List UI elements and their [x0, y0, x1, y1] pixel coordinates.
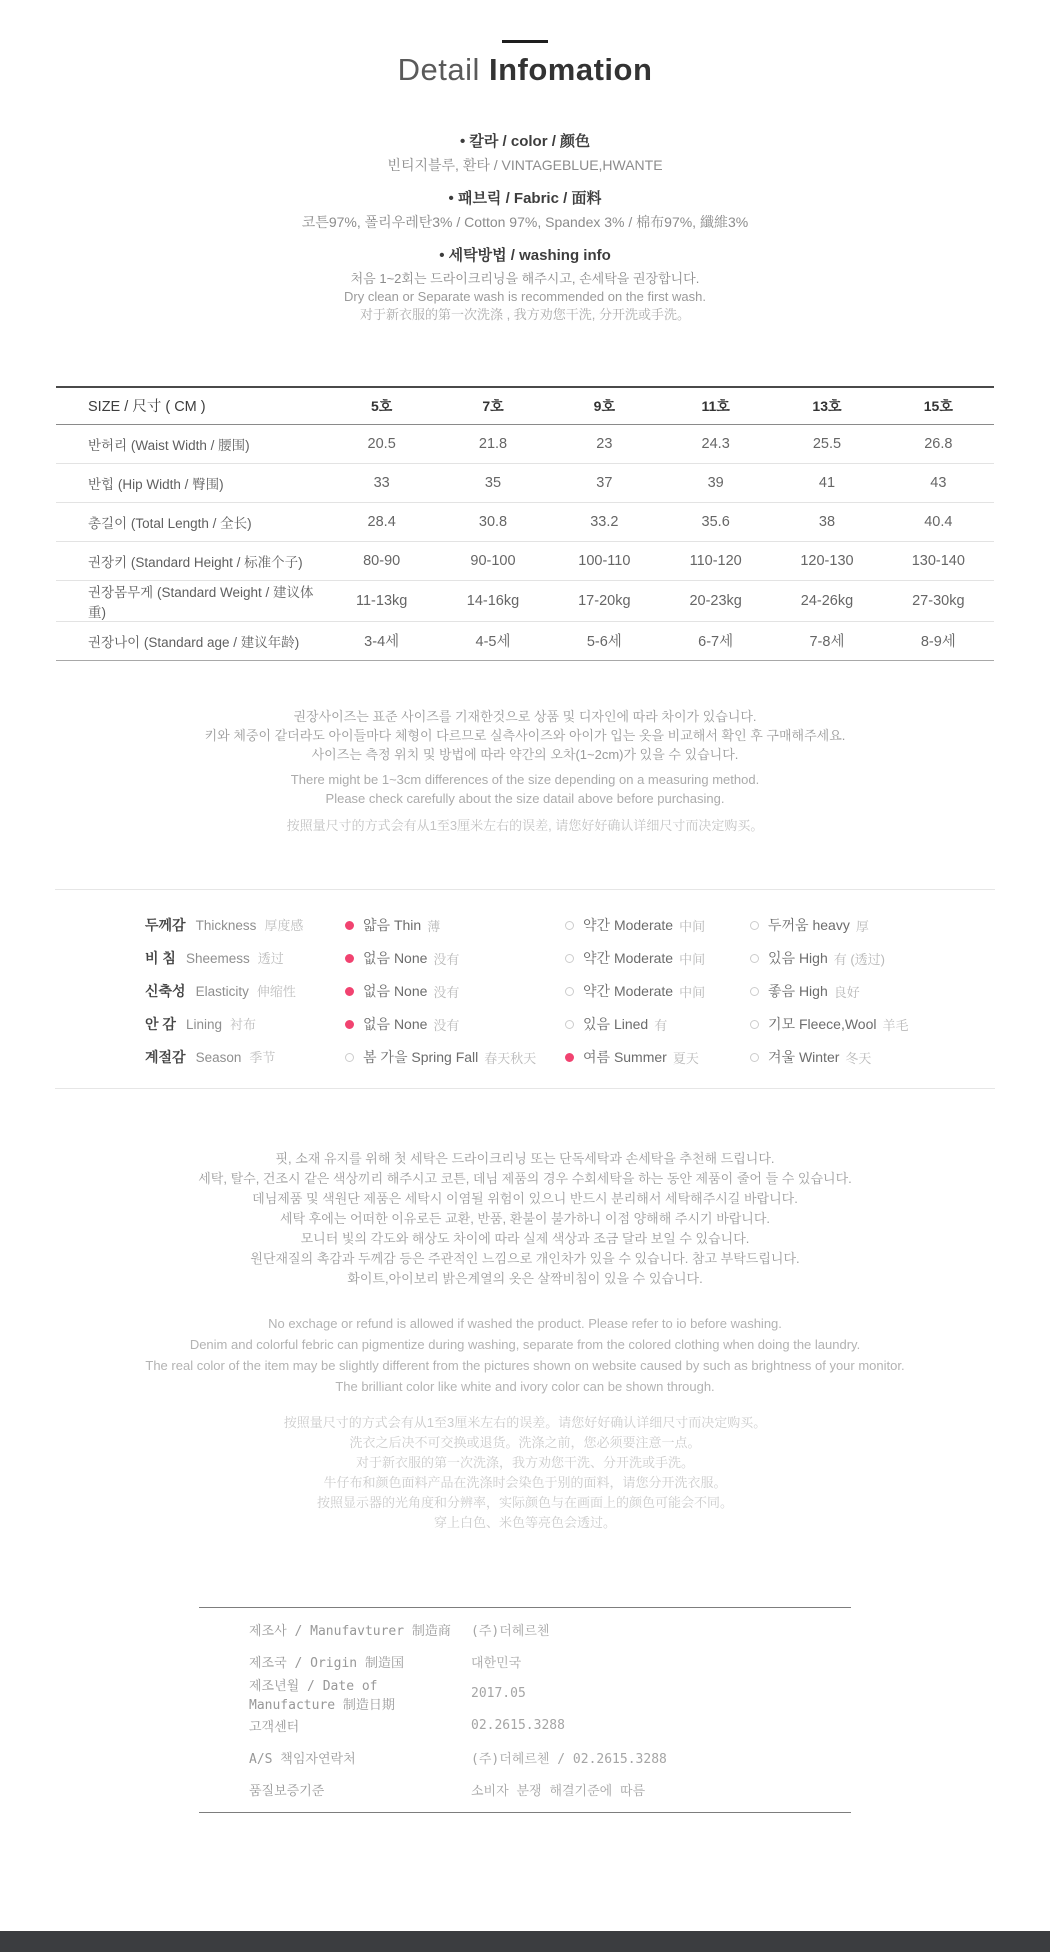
manufacturer-value: 대한민국	[471, 1656, 522, 1671]
attribute-option	[565, 1047, 750, 1067]
option-label-zh: 中间	[679, 951, 706, 967]
attribute-label-ko: 계절감	[145, 1049, 186, 1065]
attribute-option	[345, 1047, 565, 1067]
attribute-option	[750, 981, 1050, 1001]
attribute-option	[750, 1014, 1050, 1034]
manufacturer-value: 소비자 분쟁 해결기준에 따름	[471, 1784, 646, 1799]
size-cell: 33.2	[590, 513, 619, 530]
care-note-line: 穿上白色、米色等亮色会透过。	[433, 1514, 616, 1530]
attribute-option	[750, 915, 1050, 935]
manufacturer-value: (주)더헤르첸 / 02.2615.3288	[471, 1752, 667, 1767]
attribute-label-en: Sheemess	[185, 951, 250, 966]
radio-indicator	[565, 921, 574, 930]
size-cell: 7-8세	[809, 634, 845, 650]
size-cell: 41	[818, 474, 836, 491]
care-note-line: 洗衣之后决不可交换或退货。洗涤之前，您必须要注意一点。	[349, 1434, 701, 1450]
option-label-zh: 中间	[679, 918, 706, 934]
size-table-header-cell: 7호	[482, 397, 504, 414]
radio-indicator	[565, 1020, 574, 1029]
option-label: 겨울 Winter	[768, 1049, 840, 1065]
attribute-option	[565, 915, 750, 935]
manufacturer-row	[199, 1646, 851, 1678]
attribute-row	[0, 1041, 1050, 1074]
size-cell: 100-110	[578, 552, 631, 569]
option-label: 있음 High	[768, 950, 828, 966]
attribute-row	[0, 942, 1050, 975]
option-label: 약간 Moderate	[583, 950, 674, 966]
care-note-line: 对于新衣服的第一次洗涤，我方劝您干洗、分开洗或手洗。	[355, 1454, 694, 1470]
attribute-label-en: Season	[195, 1050, 242, 1065]
attribute-label	[145, 1014, 345, 1034]
option-label-zh: 中间	[679, 984, 706, 1000]
fabric-value: 코튼97%, 폴리우레탄3% / Cotton 97%, Spandex 3% / 棉布97%, 纖維3%	[301, 214, 749, 230]
radio-indicator	[345, 1053, 354, 1062]
care-note-line: Denim and colorful febric can pigmentize during washing, separate from the colored clothing when doing the laundry.	[189, 1336, 861, 1352]
option-label: 여름 Summer	[583, 1049, 667, 1065]
size-note-line: Please check carefully about the size datail above before purchasing.	[325, 790, 725, 806]
size-cell: 3-4세	[364, 634, 400, 650]
care-note-line: 데님제품 및 색원단 제품은 세탁시 이염될 위험이 있으니 반드시 분리해서 세탁해주시길 바랍니다.	[252, 1190, 798, 1206]
attribute-label-ko: 안 감	[145, 1016, 176, 1032]
attribute-option	[750, 1047, 1050, 1067]
manufacturer-value: (주)더헤르첸	[471, 1624, 550, 1639]
attributes-table	[0, 890, 1050, 1074]
care-note-line: 按照显示器的光角度和分辨率，实际颜色与在画面上的颜色可能会不同。	[316, 1494, 733, 1510]
washing-notes	[0, 270, 1050, 324]
size-cell: 43	[930, 474, 947, 491]
size-row-label: 총길이 (Total Length / 全长)	[88, 515, 252, 531]
manufacturer-label: 고객센터	[249, 1720, 300, 1735]
manufacturer-label: 품질보증기준	[249, 1784, 325, 1799]
size-cell: 130-140	[911, 552, 965, 569]
attribute-label-ko: 비 침	[145, 950, 176, 966]
size-row-label: 권장몸무게 (Standard Weight / 建议体重)	[88, 584, 314, 620]
size-cell: 120-130	[800, 552, 854, 569]
radio-indicator	[750, 1053, 759, 1062]
care-note-line: 牛仔布和颜色面料产品在洗涤时会染色于别的面料，请您分开洗衣服。	[323, 1474, 727, 1490]
size-note-line: There might be 1~3cm differences of the size depending on a measuring method.	[290, 771, 760, 787]
manufacturer-row	[199, 1742, 851, 1774]
care-note-line: 모니터 빛의 각도와 해상도 차이에 따라 실제 색상과 조금 달라 보일 수 있습니다.	[300, 1230, 750, 1246]
size-cell: 38	[818, 513, 836, 530]
attribute-row	[0, 975, 1050, 1008]
care-notes	[0, 1149, 1050, 1533]
attribute-option	[565, 981, 750, 1001]
care-note-line: No exchage or refund is allowed if washed the product. Please refer to io before washing.	[268, 1315, 782, 1331]
size-cell: 14-16kg	[466, 592, 520, 609]
attribute-option	[565, 948, 750, 968]
size-table-header-cell: 11호	[701, 397, 730, 414]
size-cell: 37	[596, 474, 613, 491]
radio-indicator	[345, 1020, 354, 1029]
manufacturer-value: 02.2615.3288	[471, 1718, 565, 1733]
attribute-label-zh: 衬布	[229, 1017, 256, 1032]
size-cell: 11-13kg	[356, 592, 408, 609]
radio-indicator	[750, 954, 759, 963]
option-label-zh: 有	[654, 1017, 668, 1033]
attribute-label-zh: 厚度感	[264, 918, 304, 933]
attribute-option	[750, 948, 1050, 968]
size-table-header-cell: 9호	[593, 397, 615, 414]
option-label-zh: 冬天	[845, 1050, 872, 1066]
washing-note-zh: 对于新衣服的第一次洗涤 , 我方劝您干洗, 分开洗或手洗。	[359, 307, 691, 322]
size-cell: 80-90	[363, 552, 401, 569]
fabric-section-heading: • 패브릭 / Fabric / 面料	[448, 190, 602, 207]
radio-indicator	[345, 921, 354, 930]
attribute-label	[145, 981, 345, 1001]
attribute-row	[0, 909, 1050, 942]
care-note-line: The real color of the item may be slightly different from the pictures shown on website caused by such as brightness of your monitor.	[145, 1357, 905, 1373]
manufacturer-value: 2017.05	[471, 1686, 526, 1701]
size-cell: 6-7세	[698, 634, 734, 650]
attribute-label-en: Lining	[185, 1017, 222, 1032]
size-cell: 110-120	[689, 552, 742, 569]
page-title-bold: Infomation	[488, 52, 653, 87]
attribute-label	[145, 1047, 345, 1067]
option-label: 봄 가을 Spring Fall	[363, 1049, 479, 1065]
attribute-label	[145, 948, 345, 968]
attribute-option	[345, 981, 565, 1001]
size-cell: 35.6	[701, 513, 730, 530]
attribute-option	[345, 1014, 565, 1034]
size-cell: 90-100	[470, 552, 516, 569]
radio-indicator	[345, 987, 354, 996]
size-table-header-cell: 5호	[371, 397, 393, 414]
attribute-label-en: Elasticity	[195, 984, 249, 999]
option-label: 약간 Moderate	[583, 917, 674, 933]
size-table-header-cell: SIZE / 尺寸 ( CM )	[88, 399, 206, 416]
manufacturer-row	[199, 1614, 851, 1646]
care-note-line: 按照量尺寸的方式会有从1至3厘米左右的误差。请您好好确认详细尺寸而决定购买。	[283, 1414, 767, 1430]
size-cell: 35	[484, 474, 502, 491]
attribute-option	[345, 915, 565, 935]
option-label: 기모 Fleece,Wool	[768, 1016, 877, 1032]
color-section-heading: • 칼라 / color / 颜色	[459, 133, 591, 150]
washing-note-ko: 처음 1~2회는 드라이크리닝을 해주시고, 손세탁을 권장합니다.	[350, 271, 700, 286]
care-note-line: 세탁 후에는 어떠한 이유로든 교환, 반품, 환불이 불가하니 이점 양해해 주시기 바랍니다.	[279, 1210, 771, 1226]
manufacturer-label: 제조사 / Manufavturer 制造商	[249, 1624, 451, 1639]
radio-indicator	[565, 987, 574, 996]
radio-indicator	[565, 954, 574, 963]
size-cell: 20.5	[367, 435, 396, 452]
table-row	[56, 502, 994, 541]
manufacturer-label: 제조국 / Origin 制造国	[249, 1656, 404, 1671]
radio-indicator	[565, 1053, 574, 1062]
title-accent-line	[502, 40, 548, 43]
size-cell: 33	[373, 474, 390, 491]
size-table	[56, 386, 994, 661]
manufacturer-row	[199, 1710, 851, 1742]
option-label: 없음 None	[363, 1016, 428, 1032]
attribute-label-zh: 季节	[249, 1050, 276, 1065]
size-cell: 20-23kg	[689, 592, 742, 609]
attribute-label-en: Thickness	[195, 918, 257, 933]
size-note-line: 사이즈는 측정 위치 및 방법에 따라 약간의 오차(1~2cm)가 있을 수 있습니다.	[311, 746, 739, 762]
attribute-row	[0, 1008, 1050, 1041]
option-label: 약간 Moderate	[583, 983, 674, 999]
size-note-line: 按照量尺寸的方式会有从1至3厘米左右的误差, 请您好好确认详细尺寸而决定购买。	[286, 817, 764, 833]
option-label-zh: 良好	[833, 984, 860, 1000]
size-table-header-row	[56, 387, 994, 424]
option-label-zh: 没有	[433, 984, 460, 1000]
size-table-header-cell: 15호	[923, 397, 953, 414]
footer-band	[0, 1931, 1050, 1952]
care-note-line: 화이트,아이보리 밝은계열의 옷은 살짝비침이 있을 수 있습니다.	[347, 1270, 703, 1286]
size-cell: 26.8	[924, 435, 953, 452]
option-label-zh: 春天秋天	[484, 1050, 537, 1066]
size-cell: 27-30kg	[912, 592, 965, 609]
manufacturer-label: 제조년월 / Date of Manufacture 制造日期	[249, 1678, 395, 1713]
radio-indicator	[750, 1020, 759, 1029]
option-label-zh: 有 (透过)	[833, 951, 886, 967]
care-note-line: 핏, 소재 유지를 위해 첫 세탁은 드라이크리닝 또는 단독세탁과 손세탁을 추천해 드립니다.	[275, 1150, 775, 1166]
care-note-line: 원단재질의 촉감과 두께감 등은 주관적인 느낌으로 개인차가 있을 수 있습니다. 참고 부탁드립니다.	[250, 1250, 800, 1266]
size-note-line: 키와 체중이 같더라도 아이들마다 체형이 다르므로 실측사이즈와 아이가 입는 옷을 비교해서 확인 후 구매해주세요.	[204, 727, 846, 743]
option-label-zh: 薄	[427, 918, 441, 934]
option-label: 없음 None	[363, 983, 428, 999]
attribute-label	[145, 915, 345, 935]
option-label-zh: 夏天	[672, 1050, 699, 1066]
manufacturer-table	[199, 1607, 851, 1813]
option-label-zh: 厚	[855, 918, 869, 934]
option-label-zh: 羊毛	[882, 1017, 909, 1033]
option-label: 얇음 Thin	[363, 917, 422, 933]
manufacturer-row	[199, 1774, 851, 1806]
attribute-option	[345, 948, 565, 968]
washing-note-en: Dry clean or Separate wash is recommended on the first wash.	[343, 289, 706, 304]
size-cell: 24-26kg	[800, 592, 854, 609]
table-row	[56, 463, 994, 502]
size-cell: 24.3	[701, 435, 730, 452]
attribute-label-ko: 신축성	[145, 983, 186, 999]
option-label: 있음 Lined	[583, 1016, 649, 1032]
size-table-header-cell: 13호	[812, 397, 842, 414]
divider	[55, 1088, 995, 1089]
color-value: 빈티지블루, 환타 / VINTAGEBLUE,HWANTE	[387, 157, 663, 173]
option-label: 없음 None	[363, 950, 428, 966]
size-cell: 21.8	[478, 435, 508, 452]
size-cell: 4-5세	[475, 634, 511, 650]
manufacturer-label: A/S 책임자연락처	[249, 1752, 356, 1767]
size-cell: 39	[707, 474, 724, 491]
attribute-label-zh: 透过	[257, 951, 284, 966]
option-label: 좋음 High	[768, 983, 828, 999]
size-cell: 30.8	[478, 513, 508, 530]
attribute-label-ko: 두께감	[145, 917, 186, 933]
radio-indicator	[750, 987, 759, 996]
radio-indicator	[345, 954, 354, 963]
attribute-label-zh: 伸缩性	[256, 984, 296, 999]
table-row	[56, 541, 994, 580]
size-cell: 23	[596, 435, 613, 452]
size-cell: 5-6세	[586, 634, 622, 650]
size-row-label: 반힙 (Hip Width / 臀围)	[88, 476, 224, 492]
option-label-zh: 没有	[433, 1017, 460, 1033]
radio-indicator	[750, 921, 759, 930]
page-title	[0, 52, 1050, 88]
size-cell: 8-9세	[920, 634, 956, 650]
washing-section-heading: • 세탁방법 / washing info	[439, 247, 611, 264]
attribute-option	[565, 1014, 750, 1034]
size-row-label: 반허리 (Waist Width / 腰围)	[88, 437, 250, 453]
size-cell: 25.5	[812, 435, 842, 452]
size-notes	[0, 707, 1050, 835]
care-note-line: The brilliant color like white and ivory color can be shown through.	[335, 1378, 715, 1394]
option-label-zh: 没有	[433, 951, 460, 967]
table-row	[56, 621, 994, 660]
size-cell: 28.4	[367, 513, 396, 530]
size-row-label: 권장키 (Standard Height / 标准个子)	[88, 554, 303, 570]
option-label: 두꺼움 heavy	[768, 917, 850, 933]
size-cell: 17-20kg	[578, 592, 631, 609]
table-row	[56, 424, 994, 463]
table-row	[56, 580, 994, 621]
manufacturer-row	[199, 1678, 851, 1713]
size-row-label: 권장나이 (Standard age / 建议年龄)	[88, 634, 300, 650]
care-note-line: 세탁, 탈수, 건조시 같은 색상끼리 해주시고 코튼, 데님 제품의 경우 수회세탁을 하는 동안 제품이 줄어 들 수 있습니다.	[198, 1170, 852, 1186]
size-cell: 40.4	[924, 513, 953, 530]
size-note-line: 권장사이즈는 표준 사이즈를 기재한것으로 상품 및 디자인에 따라 차이가 있습니다.	[293, 708, 757, 724]
page-title-light: Detail	[397, 52, 480, 87]
